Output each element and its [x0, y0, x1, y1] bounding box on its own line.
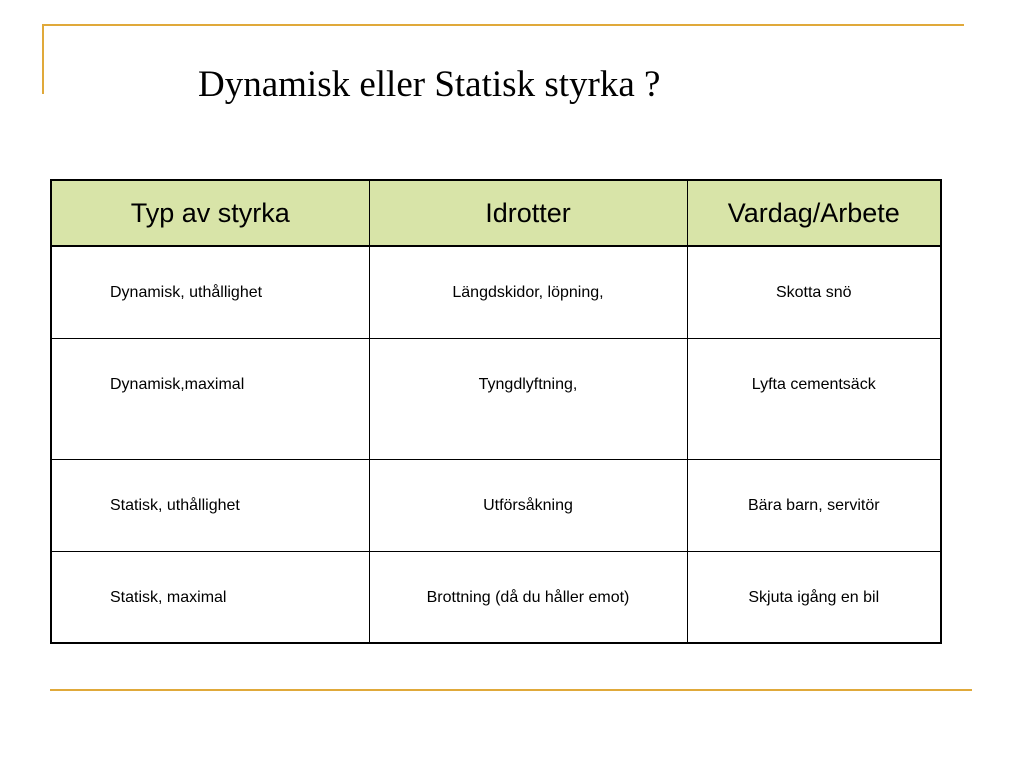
- top-accent-line: [42, 24, 964, 26]
- header-sports: Idrotter: [369, 180, 687, 246]
- strength-type-cell: Dynamisk,maximal: [51, 339, 369, 460]
- sports-cell: Tyngdlyftning,: [369, 339, 687, 460]
- strength-table: [50, 179, 942, 644]
- everyday-cell: Skjuta igång en bil: [687, 552, 941, 644]
- table-row: [51, 460, 941, 552]
- left-accent-line: [42, 24, 44, 94]
- everyday-cell: Bära barn, servitör: [687, 460, 941, 552]
- header-everyday-work: Vardag/Arbete: [687, 180, 941, 246]
- strength-type-cell: Dynamisk, uthållighet: [51, 246, 369, 339]
- table-header-row: [51, 180, 941, 246]
- table-row: [51, 339, 941, 460]
- table-row: [51, 246, 941, 339]
- everyday-cell: Lyfta cementsäck: [687, 339, 941, 460]
- slide-title: Dynamisk eller Statisk styrka ?: [198, 64, 661, 105]
- header-strength-type: Typ av styrka: [51, 180, 369, 246]
- bottom-accent-line: [50, 689, 972, 691]
- table-row: [51, 552, 941, 644]
- sports-cell: Utförsåkning: [369, 460, 687, 552]
- strength-type-cell: Statisk, maximal: [51, 552, 369, 644]
- strength-type-cell: Statisk, uthållighet: [51, 460, 369, 552]
- sports-cell: Brottning (då du håller emot): [369, 552, 687, 644]
- sports-cell: Längdskidor, löpning,: [369, 246, 687, 339]
- everyday-cell: Skotta snö: [687, 246, 941, 339]
